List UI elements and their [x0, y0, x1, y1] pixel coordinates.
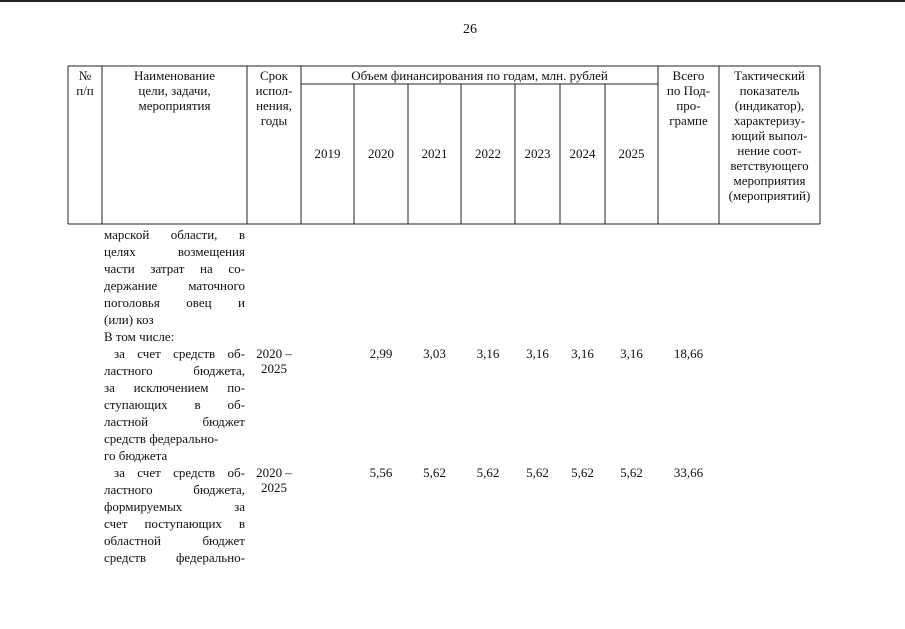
row-name-line: го бюджета: [104, 448, 168, 463]
continuation-line: марской области, в: [104, 227, 245, 242]
header-year: 2024: [569, 146, 596, 161]
row-term: 2020 – 2025: [256, 465, 292, 495]
row-name-line: формируемых за: [104, 499, 245, 514]
row-total: 18,66: [673, 346, 704, 361]
header-total: Всего по Под- про- грампе: [666, 68, 711, 128]
header-year: 2025: [618, 146, 645, 161]
row-name-line: средств федерально-: [104, 550, 245, 565]
in-total-label: В том числе:: [104, 329, 175, 344]
row-value: 5,62: [423, 465, 446, 480]
row-name-line: ступающих в об-: [104, 397, 245, 412]
continuation-line: поголовья овец и: [104, 295, 245, 310]
continuation-line: целях возмещения: [104, 244, 245, 259]
header-term: Срок испол- нения, годы: [255, 68, 293, 128]
row-name-line: ластного бюджета,: [104, 363, 245, 378]
continuation-line: держание маточного: [104, 278, 245, 293]
row-name-line: ластного бюджета,: [104, 482, 245, 497]
header-num: № п/п: [76, 68, 94, 98]
row-term: 2020 – 2025: [256, 346, 292, 376]
row-value: 5,62: [571, 465, 594, 480]
header-year: 2020: [368, 146, 394, 161]
header-year: 2022: [475, 146, 501, 161]
continuation-line: (или) коз: [104, 312, 154, 327]
row-total: 33,66: [673, 465, 704, 480]
row-name-line: областной бюджет: [104, 533, 245, 548]
row-value: 3,16: [476, 346, 500, 361]
header-funding: Объем финансирования по годам, млн. рублей: [351, 68, 608, 83]
header-year: 2019: [314, 146, 341, 161]
header-name: Наименование цели, задачи, мероприятия: [134, 68, 215, 113]
row-name-line: за счет средств об-: [114, 465, 245, 480]
row-value: 2,99: [369, 346, 393, 361]
header-year: 2021: [421, 146, 448, 161]
row-value: 3,03: [423, 346, 446, 361]
row-value: 5,62: [620, 465, 643, 480]
row-value: 3,16: [620, 346, 643, 361]
row-value: 3,16: [571, 346, 594, 361]
header-indicator: Тактический показатель (индикатор), характеризу- ющий выпол- нение соот- ветствующего мероприятия (мероприятий): [728, 68, 811, 203]
row-name-line: за счет средств об-: [114, 346, 245, 361]
continuation-line: части затрат на со-: [104, 261, 245, 276]
row-name-line: счет поступающих в: [104, 516, 245, 531]
row-value: 3,16: [526, 346, 549, 361]
row-name-line: средств федерально-: [104, 431, 219, 446]
page-number: 26: [463, 22, 477, 37]
header-year: 2023: [524, 146, 551, 161]
row-value: 5,62: [476, 465, 500, 480]
row-name-line: за исключением по-: [104, 380, 245, 395]
row-value: 5,62: [526, 465, 549, 480]
row-name-line: ластной бюджет: [104, 414, 245, 429]
row-value: 5,56: [369, 465, 393, 480]
